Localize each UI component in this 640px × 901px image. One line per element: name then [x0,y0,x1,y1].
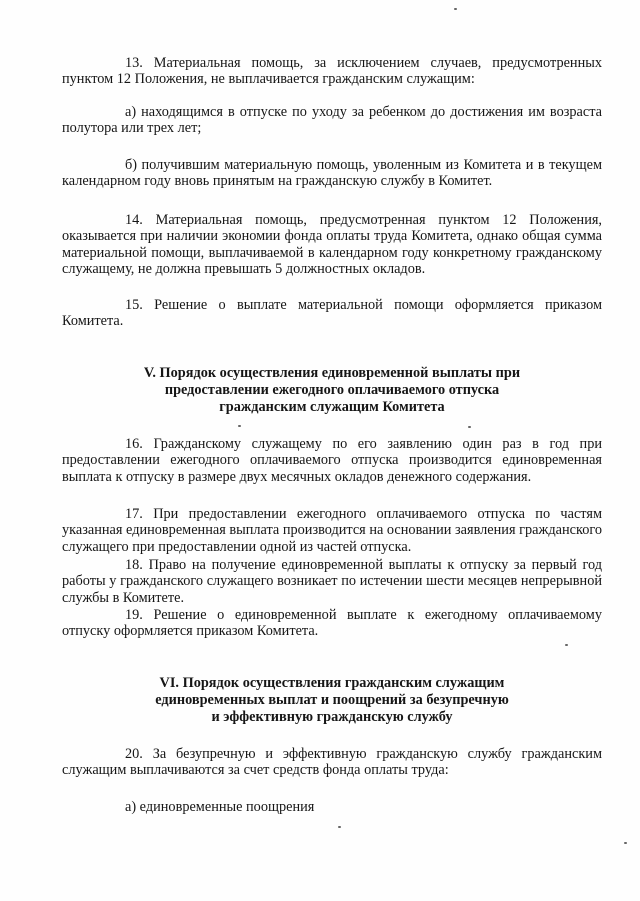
paragraph-13a: а) находящимся в отпуске по уходу за ребенком до достижения им возраста полутора или трех лет; [62,104,602,137]
scan-speck [565,644,568,646]
section-6-heading-line-1: VI. Порядок осуществления гражданским служащим [159,675,505,691]
scan-speck [468,426,471,428]
section-5-heading-line-2: предоставлении ежегодного оплачиваемого отпуска [164,382,500,398]
section-5-heading-line-3: гражданским служащим Комитета [219,399,445,415]
section-5-heading-line-1: V. Порядок осуществления единовременной выплаты при [143,365,521,381]
scan-speck [238,425,241,427]
paragraph-17: 17. При предоставлении ежегодного оплачиваемого отпуска по частям указанная единовременная выплата производится на основании заявления гражданского служащего при предоставлении одной из частей отпуска. [62,506,602,555]
paragraph-15: 15. Решение о выплате материальной помощи оформляется приказом Комитета. [62,297,602,330]
paragraph-19: 19. Решение о единовременной выплате к ежегодному оплачиваемому отпуску оформляется приказом Комитета. [62,607,602,640]
section-6-heading-line-2: единовременных выплат и поощрений за безупречную [155,692,509,708]
paragraph-20: 20. За безупречную и эффективную гражданскую службу гражданским служащим выплачиваются за счет средств фонда оплаты труда: [62,746,602,779]
paragraph-13b: б) получившим материальную помощь, уволенным из Комитета и в текущем календарном году вновь принятым на гражданскую службу в Комитет. [62,157,602,190]
paragraph-20a: а) единовременные поощрения [125,799,315,815]
scan-speck [624,842,627,844]
paragraph-14: 14. Материальная помощь, предусмотренная пунктом 12 Положения, оказывается при наличии экономии фонда оплаты труда Комитета, однако общая сумма материальной помощи, выплачиваемой в календарном году конкретному гражданскому служащему, не должна превышать 5 должностных окладов. [62,212,602,278]
paragraph-16: 16. Гражданскому служащему по его заявлению один раз в год при предоставлении ежегодного оплачиваемого отпуска производится единовременная выплата к отпуску в размере двух месячных окладов денежного содержания. [62,436,602,485]
paragraph-18: 18. Право на получение единовременной выплаты к отпуску за первый год работы у гражданского служащего возникает по истечении шести месяцев непрерывной службы в Комитете. [62,557,602,606]
section-6-heading [62,675,602,726]
section-5-heading [62,365,602,416]
paragraph-13: 13. Материальная помощь, за исключением случаев, предусмотренных пунктом 12 Положения, не выплачивается гражданским служащим: [62,55,602,88]
scan-speck [338,826,341,828]
scan-speck [454,8,457,10]
section-6-heading-line-3: и эффективную гражданскую службу [211,709,453,725]
